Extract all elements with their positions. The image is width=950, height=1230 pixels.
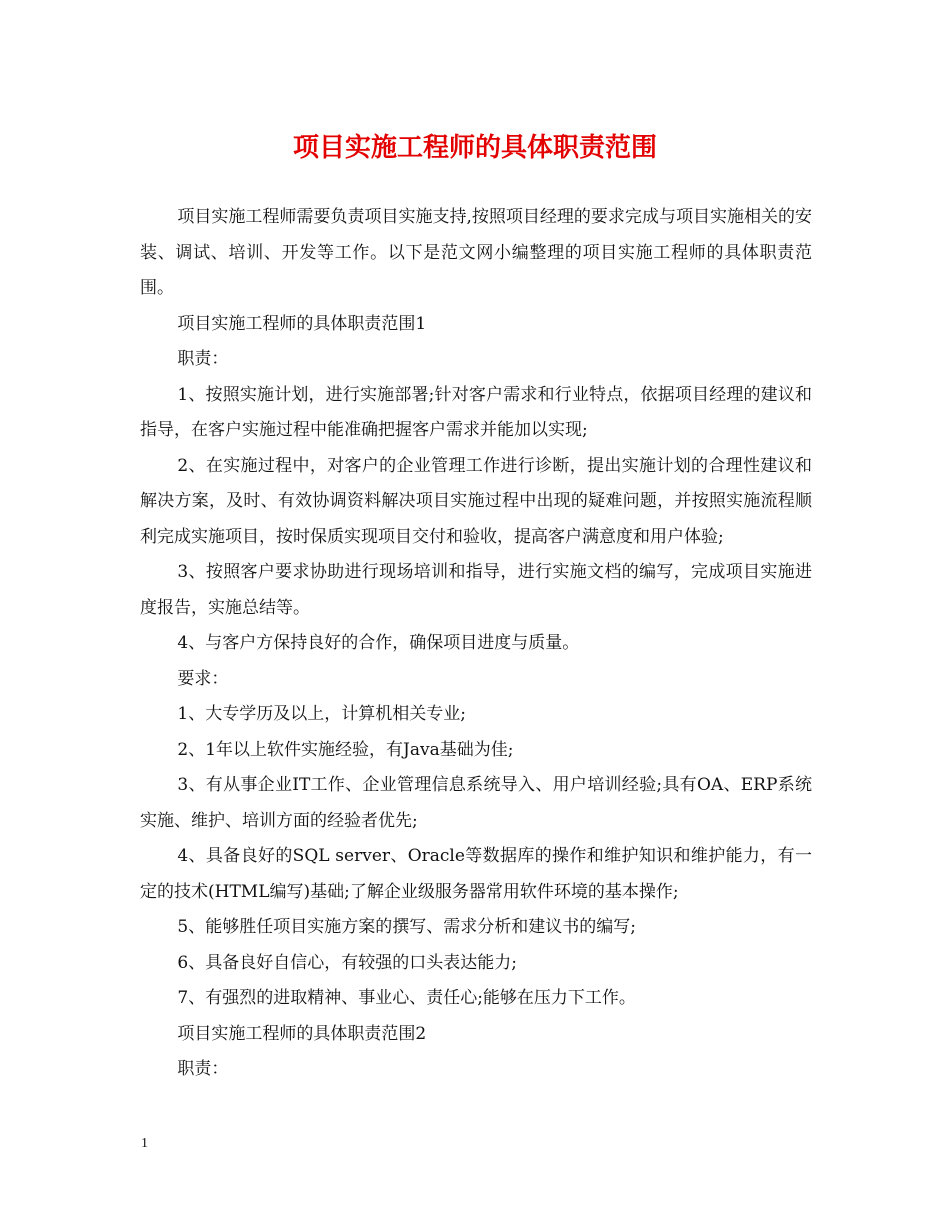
- document-title: 项目实施工程师的具体职责范围: [292, 133, 657, 163]
- requirements-label: 要求：: [177, 668, 229, 689]
- document-body: [140, 200, 812, 1088]
- requirement-item-7: 7、有强烈的进取精神、事业心、责任心;能够在压力下工作。: [177, 988, 636, 1008]
- duty-item-3: 3、按照客户要求协助进行现场培训和指导，进行实施文档的编写，完成项目实施进度报告，实施总结等。: [140, 562, 812, 618]
- requirement-item-5: 5、能够胜任项目实施方案的撰写、需求分析和建议书的编写;: [177, 917, 636, 937]
- intro-paragraph: 项目实施工程师需要负责项目实施支持,按照项目经理的要求完成与项目实施相关的安装、调试、培训、开发等工作。以下是范文网小编整理的项目实施工程师的具体职责范围。: [140, 207, 812, 298]
- requirement-item-2: 2、1年以上软件实施经验，有Java基础为佳;: [177, 739, 514, 760]
- duties-label-2: 职责：: [177, 1059, 229, 1079]
- requirement-item-3: 3、有从事企业IT工作、企业管理信息系统导入、用户培训经验;具有OA、ERP系统实施、维护、培训方面的经验者优先;: [140, 775, 812, 831]
- section-heading-2: 项目实施工程师的具体职责范围2: [177, 1023, 427, 1044]
- requirement-item-1: 1、大专学历及以上，计算机相关专业;: [177, 704, 466, 724]
- page-number: 1: [141, 1136, 148, 1151]
- duty-item-2: 2、在实施过程中，对客户的企业管理工作进行诊断，提出实施计划的合理性建议和解决方案，及时、有效协调资料解决项目实施过程中出现的疑难问题，并按照实施流程顺利完成实施项目，按时保质实现项目交付和验收，提高客户满意度和用户体验;: [140, 455, 812, 547]
- requirement-item-4: 4、具备良好的SQL server、Oracle等数据库的操作和维护知识和维护能力，有一定的技术(HTML编写)基础;了解企业级服务器常用软件环境的基本操作;: [140, 846, 812, 902]
- section-heading-1: 项目实施工程师的具体职责范围1: [177, 313, 427, 334]
- duties-label-1: 职责：: [177, 349, 229, 369]
- duty-item-1: 1、按照实施计划，进行实施部署;针对客户需求和行业特点，依据项目经理的建议和指导，在客户实施过程中能准确把握客户需求并能加以实现;: [140, 384, 812, 440]
- requirement-item-6: 6、具备良好自信心，有较强的口头表达能力;: [177, 952, 517, 973]
- duty-item-4: 4、与客户方保持良好的合作，确保项目进度与质量。: [177, 633, 580, 653]
